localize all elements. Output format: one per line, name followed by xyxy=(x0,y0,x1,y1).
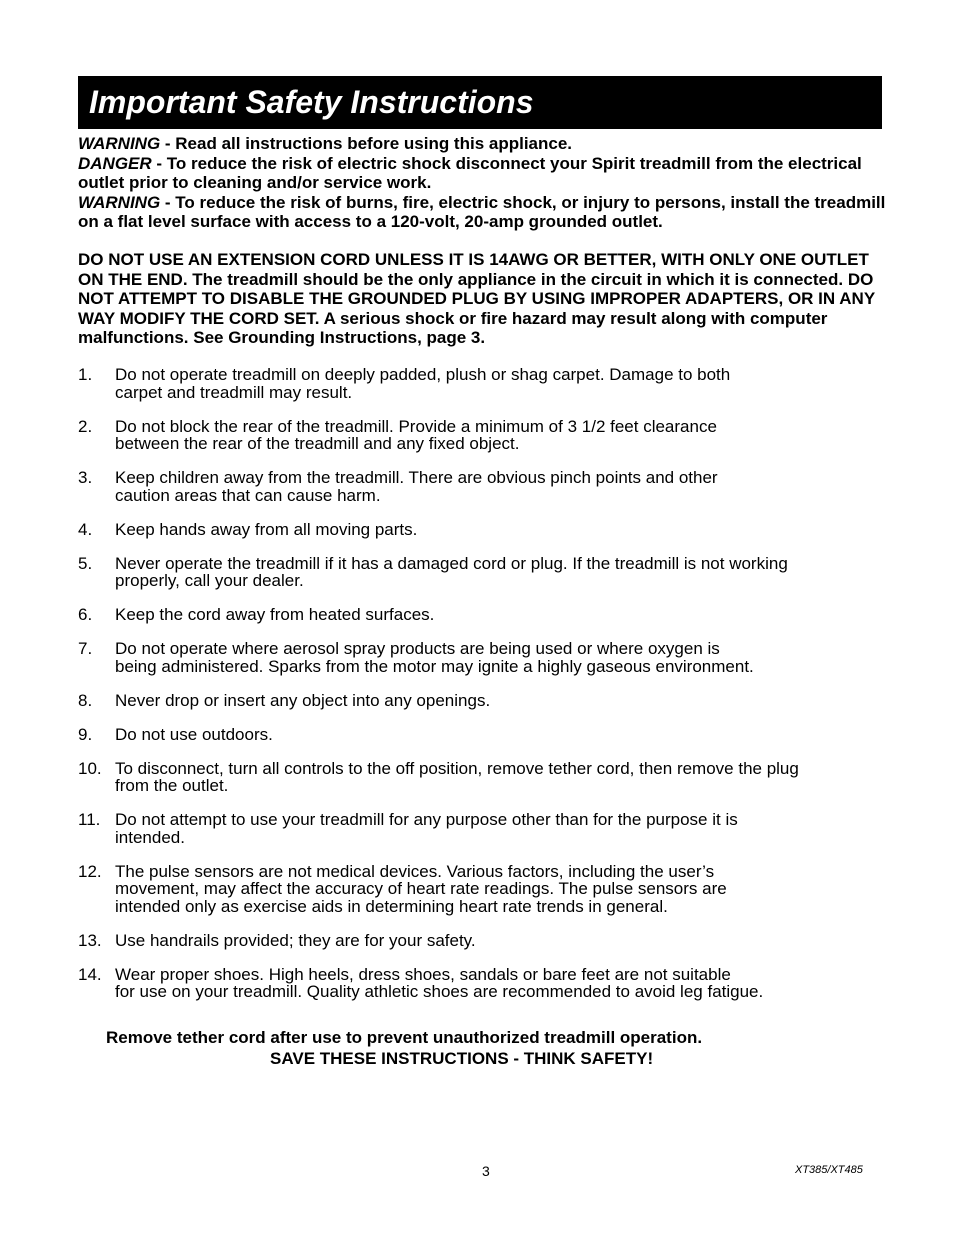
warning-read-instructions xyxy=(78,134,888,154)
instruction-item xyxy=(78,366,878,401)
instruction-number: 14. xyxy=(78,964,102,984)
instruction-number: 6. xyxy=(78,605,93,624)
instruction-text-line: Do not attempt to use your treadmill for any purpose other than for the purpose it is xyxy=(115,810,738,829)
warning-label: WARNING xyxy=(78,192,161,212)
instruction-text-line: intended. xyxy=(115,827,185,847)
instruction-text-line: caution areas that can cause harm. xyxy=(115,485,381,505)
danger-label: DANGER xyxy=(78,153,152,173)
instruction-item xyxy=(78,863,878,916)
instruction-number: 12. xyxy=(78,861,102,881)
page-number: 3 xyxy=(482,1163,490,1179)
instruction-item xyxy=(78,606,878,624)
instruction-text-line: Never drop or insert any object into any openings. xyxy=(115,690,491,710)
instruction-item xyxy=(78,811,878,846)
instruction-number: 8. xyxy=(78,690,93,710)
instruction-item xyxy=(78,760,878,795)
model-code: XT385/XT485 xyxy=(795,1164,863,1176)
extension-cord-warning xyxy=(78,250,888,348)
instruction-text-line: carpet and treadmill may result. xyxy=(115,382,353,402)
tether-cord-note: Remove tether cord after use to prevent unauthorized treadmill operation. xyxy=(106,1028,703,1047)
instruction-text-line: from the outlet. xyxy=(115,776,229,795)
warning-burns-fire xyxy=(78,193,888,232)
danger-electric-shock xyxy=(78,154,888,193)
instruction-text-line: Wear proper shoes. High heels, dress shoes, sandals or bare feet are not suitable xyxy=(115,964,731,984)
instruction-number: 9. xyxy=(78,724,93,744)
instruction-text-line: for use on your treadmill. Quality athletic shoes are recommended to avoid leg fatigue. xyxy=(115,982,764,1001)
instruction-number: 11. xyxy=(78,810,101,829)
instruction-number: 3. xyxy=(78,468,93,487)
instruction-text-line: Keep hands away from all moving parts. xyxy=(115,519,418,539)
instruction-number: 7. xyxy=(78,639,93,658)
warning-text: - Read all instructions before using this appliance. xyxy=(160,134,573,153)
instruction-number: 5. xyxy=(78,553,93,573)
instruction-text-line: Do not block the rear of the treadmill. Provide a minimum of 3 1/2 feet clearance xyxy=(115,416,717,436)
page-title: Important Safety Instructions xyxy=(89,84,534,120)
instruction-number: 10. xyxy=(78,758,102,778)
instruction-text-line: intended only as exercise aids in determining heart rate trends in general. xyxy=(115,896,668,916)
instruction-item xyxy=(78,726,878,744)
instruction-text-line: To disconnect, turn all controls to the off position, remove tether cord, then remove the plug xyxy=(115,758,799,778)
instruction-item xyxy=(78,555,878,590)
instruction-item xyxy=(78,692,878,710)
danger-text: - To reduce the risk of electric shock disconnect your Spirit treadmill from the electrical outlet prior to cleaning and/or service work. xyxy=(78,153,862,192)
instruction-item xyxy=(78,966,878,1001)
instruction-text-line: Use handrails provided; they are for your safety. xyxy=(115,930,476,950)
instruction-text-line: Keep children away from the treadmill. There are obvious pinch points and other xyxy=(115,468,718,487)
warning-text: - To reduce the risk of burns, fire, electric shock, or injury to persons, install the treadmill on a flat level surface with access to a 120-volt, 20-amp grounded outlet. xyxy=(78,192,886,231)
save-instructions-note: SAVE THESE INSTRUCTIONS - THINK SAFETY! xyxy=(270,1049,654,1068)
instruction-text-line: Keep the cord away from heated surfaces. xyxy=(115,605,435,624)
instruction-number: 1. xyxy=(78,365,93,384)
instruction-number: 13. xyxy=(78,930,102,950)
warning-label: WARNING xyxy=(78,134,161,153)
instruction-text-line: Do not use outdoors. xyxy=(115,724,273,744)
instruction-text-line: Do not operate treadmill on deeply padded, plush or shag carpet. Damage to both xyxy=(115,365,731,384)
title-bar xyxy=(78,76,882,129)
instruction-text-line: between the rear of the treadmill and any fixed object. xyxy=(115,434,520,453)
instruction-item xyxy=(78,932,878,950)
instruction-item xyxy=(78,640,878,675)
safety-instructions-list xyxy=(78,366,878,1017)
instruction-number: 4. xyxy=(78,519,93,539)
instruction-item xyxy=(78,418,878,453)
extension-cord-warning-text: DO NOT USE AN EXTENSION CORD UNLESS IT IS 14AWG OR BETTER, WITH ONLY ONE OUTLET ON THE END. The treadmill should be the only appliance in the circuit in which it is connected. DO NOT ATTEMPT TO DISABLE THE GROUNDED PLUG BY USING IMPROPER ADAPTERS, OR IN ANY WAY MODIFY THE CORD SET. A serious shock or fire hazard may result along with computer malfunctions. See Grounding Instructions, page 3. xyxy=(78,250,875,347)
warnings-block xyxy=(78,134,888,232)
instruction-text-line: Do not operate where aerosol spray products are being used or where oxygen is xyxy=(115,639,720,658)
instruction-text-line: movement, may affect the accuracy of heart rate readings. The pulse sensors are xyxy=(115,879,727,898)
instruction-number: 2. xyxy=(78,416,93,436)
instruction-text-line: The pulse sensors are not medical devices. Various factors, including the user’s xyxy=(115,861,715,881)
instruction-text-line: Never operate the treadmill if it has a damaged cord or plug. If the treadmill is not working xyxy=(115,553,788,573)
instruction-item xyxy=(78,469,878,504)
instruction-text-line: being administered. Sparks from the motor may ignite a highly gaseous environment. xyxy=(115,656,754,676)
instruction-text-line: properly, call your dealer. xyxy=(115,571,304,590)
instruction-item xyxy=(78,521,878,539)
